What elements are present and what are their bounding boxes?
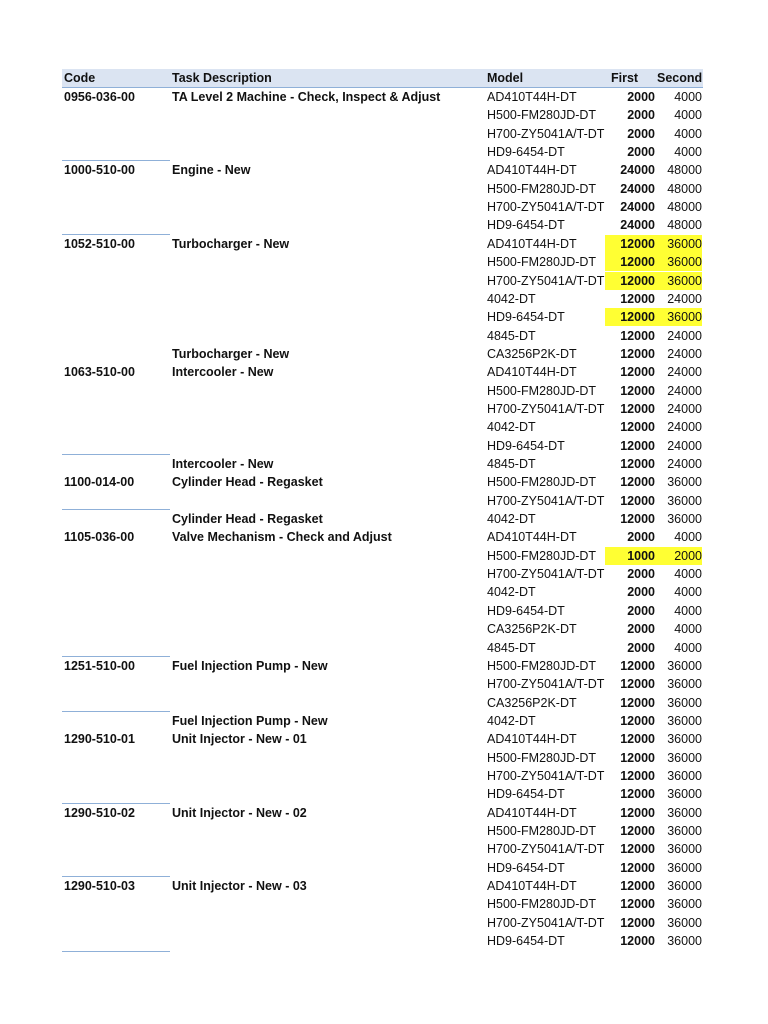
cell-model[interactable]: H500-FM280JD-DT bbox=[487, 659, 597, 673]
cell-second[interactable]: 4000 bbox=[674, 604, 702, 618]
cell-second[interactable]: 4000 bbox=[674, 90, 702, 104]
cell-model[interactable]: H700-ZY5041A/T-DT bbox=[487, 842, 605, 856]
cell-task[interactable]: Intercooler - New bbox=[172, 457, 274, 471]
cell-first[interactable]: 12000 bbox=[620, 439, 655, 453]
cell-first[interactable]: 2000 bbox=[627, 585, 655, 599]
cell-first[interactable]: 12000 bbox=[620, 365, 655, 379]
cell-model[interactable]: AD410T44H-DT bbox=[487, 732, 577, 746]
cell-task[interactable]: Intercooler - New bbox=[172, 365, 274, 379]
cell-second[interactable]: 24000 bbox=[667, 402, 702, 416]
cell-first[interactable]: 12000 bbox=[620, 732, 655, 746]
cell-model[interactable]: H700-ZY5041A/T-DT bbox=[487, 127, 605, 141]
cell-model[interactable]: CA3256P2K-DT bbox=[487, 347, 577, 361]
cell-second[interactable]: 48000 bbox=[667, 182, 702, 196]
cell-first[interactable]: 12000 bbox=[620, 420, 655, 434]
cell-task[interactable]: TA Level 2 Machine - Check, Inspect & Adjust bbox=[172, 90, 441, 104]
cell-first[interactable]: 12000 bbox=[605, 235, 655, 253]
cell-code[interactable]: 1290-510-01 bbox=[64, 732, 135, 746]
cell-second[interactable]: 36000 bbox=[667, 769, 702, 783]
group-separator bbox=[62, 711, 170, 712]
cell-first[interactable]: 12000 bbox=[620, 751, 655, 765]
cell-first[interactable]: 1000 bbox=[605, 547, 655, 565]
cell-second[interactable]: 4000 bbox=[674, 108, 702, 122]
cell-first[interactable]: 12000 bbox=[620, 824, 655, 838]
cell-model[interactable]: 4845-DT bbox=[487, 329, 536, 343]
header-second[interactable]: Second bbox=[657, 71, 703, 85]
cell-model[interactable]: H700-ZY5041A/T-DT bbox=[487, 677, 605, 691]
cell-model[interactable]: HD9-6454-DT bbox=[487, 218, 565, 232]
cell-second[interactable]: 2000 bbox=[655, 547, 702, 565]
header-first[interactable]: First bbox=[611, 71, 639, 85]
cell-second[interactable]: 36000 bbox=[667, 934, 702, 948]
cell-model[interactable]: H500-FM280JD-DT bbox=[487, 897, 597, 911]
cell-model[interactable]: H500-FM280JD-DT bbox=[487, 255, 597, 269]
cell-first[interactable]: 12000 bbox=[620, 475, 655, 489]
cell-first[interactable]: 12000 bbox=[620, 714, 655, 728]
cell-second[interactable]: 24000 bbox=[667, 457, 702, 471]
group-separator bbox=[62, 951, 170, 952]
cell-first[interactable]: 2000 bbox=[627, 127, 655, 141]
cell-model[interactable]: AD410T44H-DT bbox=[487, 365, 577, 379]
cell-model[interactable]: HD9-6454-DT bbox=[487, 310, 565, 324]
cell-code[interactable]: 1052-510-00 bbox=[64, 237, 135, 251]
cell-model[interactable]: H700-ZY5041A/T-DT bbox=[487, 916, 605, 930]
cell-second[interactable]: 4000 bbox=[674, 567, 702, 581]
cell-model[interactable]: H500-FM280JD-DT bbox=[487, 549, 597, 563]
cell-model[interactable]: 4042-DT bbox=[487, 585, 536, 599]
cell-first[interactable]: 2000 bbox=[627, 567, 655, 581]
cell-task[interactable]: Unit Injector - New - 02 bbox=[172, 806, 307, 820]
cell-task[interactable]: Unit Injector - New - 01 bbox=[172, 732, 307, 746]
cell-second[interactable]: 24000 bbox=[667, 329, 702, 343]
cell-second[interactable]: 4000 bbox=[674, 127, 702, 141]
cell-first[interactable]: 12000 bbox=[605, 308, 655, 326]
cell-first[interactable]: 12000 bbox=[620, 677, 655, 691]
cell-first[interactable]: 12000 bbox=[620, 806, 655, 820]
cell-task[interactable]: Cylinder Head - Regasket bbox=[172, 475, 323, 489]
cell-code[interactable]: 1063-510-00 bbox=[64, 365, 135, 379]
cell-second[interactable]: 48000 bbox=[667, 163, 702, 177]
cell-model[interactable]: AD410T44H-DT bbox=[487, 530, 577, 544]
cell-first[interactable]: 12000 bbox=[620, 696, 655, 710]
cell-second[interactable]: 24000 bbox=[667, 365, 702, 379]
cell-first[interactable]: 12000 bbox=[620, 879, 655, 893]
cell-first[interactable]: 2000 bbox=[627, 145, 655, 159]
cell-model[interactable]: HD9-6454-DT bbox=[487, 439, 565, 453]
cell-first[interactable]: 12000 bbox=[620, 402, 655, 416]
cell-model[interactable]: H700-ZY5041A/T-DT bbox=[487, 494, 605, 508]
cell-model[interactable]: H700-ZY5041A/T-DT bbox=[487, 402, 605, 416]
cell-first[interactable]: 12000 bbox=[620, 329, 655, 343]
cell-first[interactable]: 12000 bbox=[620, 347, 655, 361]
cell-task[interactable]: Turbocharger - New bbox=[172, 237, 290, 251]
cell-first[interactable]: 12000 bbox=[620, 769, 655, 783]
cell-second[interactable]: 4000 bbox=[674, 585, 702, 599]
cell-first[interactable]: 2000 bbox=[627, 641, 655, 655]
cell-model[interactable]: 4845-DT bbox=[487, 457, 536, 471]
cell-task[interactable]: Fuel Injection Pump - New bbox=[172, 659, 328, 673]
cell-model[interactable]: AD410T44H-DT bbox=[487, 163, 577, 177]
cell-model[interactable]: AD410T44H-DT bbox=[487, 90, 577, 104]
cell-task[interactable]: Valve Mechanism - Check and Adjust bbox=[172, 530, 392, 544]
cell-first[interactable]: 12000 bbox=[620, 916, 655, 930]
cell-second[interactable]: 36000 bbox=[667, 494, 702, 508]
cell-code[interactable]: 1251-510-00 bbox=[64, 659, 135, 673]
cell-second[interactable]: 4000 bbox=[674, 641, 702, 655]
cell-code[interactable]: 1105-036-00 bbox=[64, 530, 135, 544]
group-separator bbox=[62, 454, 170, 455]
cell-model[interactable]: H700-ZY5041A/T-DT bbox=[487, 274, 605, 288]
cell-model[interactable]: HD9-6454-DT bbox=[487, 787, 565, 801]
cell-first[interactable]: 12000 bbox=[605, 272, 655, 290]
cell-first[interactable]: 12000 bbox=[605, 253, 655, 271]
cell-first[interactable]: 2000 bbox=[627, 90, 655, 104]
cell-model[interactable]: H500-FM280JD-DT bbox=[487, 475, 597, 489]
cell-second[interactable]: 4000 bbox=[674, 530, 702, 544]
cell-model[interactable]: H700-ZY5041A/T-DT bbox=[487, 200, 605, 214]
cell-task[interactable]: Fuel Injection Pump - New bbox=[172, 714, 328, 728]
cell-first[interactable]: 24000 bbox=[620, 163, 655, 177]
cell-model[interactable]: CA3256P2K-DT bbox=[487, 622, 577, 636]
cell-first[interactable]: 12000 bbox=[620, 897, 655, 911]
cell-model[interactable]: H700-ZY5041A/T-DT bbox=[487, 567, 605, 581]
cell-second[interactable]: 4000 bbox=[674, 145, 702, 159]
cell-second[interactable]: 36000 bbox=[667, 696, 702, 710]
cell-model[interactable]: 4845-DT bbox=[487, 641, 536, 655]
cell-model[interactable]: CA3256P2K-DT bbox=[487, 696, 577, 710]
cell-first[interactable]: 24000 bbox=[620, 182, 655, 196]
cell-first[interactable]: 12000 bbox=[620, 842, 655, 856]
header-task[interactable]: Task Description bbox=[172, 71, 272, 85]
group-separator bbox=[62, 509, 170, 510]
cell-second[interactable]: 24000 bbox=[667, 420, 702, 434]
cell-second[interactable]: 48000 bbox=[667, 200, 702, 214]
cell-second[interactable]: 36000 bbox=[667, 475, 702, 489]
cell-model[interactable]: 4042-DT bbox=[487, 420, 536, 434]
cell-first[interactable]: 12000 bbox=[620, 494, 655, 508]
cell-second[interactable]: 36000 bbox=[667, 861, 702, 875]
cell-second[interactable]: 4000 bbox=[674, 622, 702, 636]
cell-second[interactable]: 36000 bbox=[667, 897, 702, 911]
cell-second[interactable]: 36000 bbox=[667, 677, 702, 691]
cell-second[interactable]: 48000 bbox=[667, 218, 702, 232]
cell-model[interactable]: H500-FM280JD-DT bbox=[487, 108, 597, 122]
cell-second[interactable]: 36000 bbox=[667, 751, 702, 765]
cell-code[interactable]: 0956-036-00 bbox=[64, 90, 135, 104]
cell-second[interactable]: 36000 bbox=[667, 714, 702, 728]
cell-model[interactable]: HD9-6454-DT bbox=[487, 861, 565, 875]
cell-second[interactable]: 36000 bbox=[655, 235, 702, 253]
header-row bbox=[62, 69, 703, 88]
cell-second[interactable]: 36000 bbox=[667, 824, 702, 838]
cell-second[interactable]: 36000 bbox=[655, 272, 702, 290]
cell-model[interactable]: HD9-6454-DT bbox=[487, 145, 565, 159]
cell-first[interactable]: 12000 bbox=[620, 787, 655, 801]
cell-second[interactable]: 36000 bbox=[667, 842, 702, 856]
cell-first[interactable]: 12000 bbox=[620, 659, 655, 673]
cell-model[interactable]: AD410T44H-DT bbox=[487, 806, 577, 820]
cell-first[interactable]: 12000 bbox=[620, 384, 655, 398]
cell-second[interactable]: 36000 bbox=[655, 308, 702, 326]
cell-code[interactable]: 1290-510-02 bbox=[64, 806, 135, 820]
cell-model[interactable]: AD410T44H-DT bbox=[487, 879, 577, 893]
cell-code[interactable]: 1100-014-00 bbox=[64, 475, 135, 489]
cell-first[interactable]: 24000 bbox=[620, 218, 655, 232]
cell-first[interactable]: 12000 bbox=[620, 934, 655, 948]
cell-second[interactable]: 36000 bbox=[667, 806, 702, 820]
cell-second[interactable]: 36000 bbox=[667, 732, 702, 746]
cell-second[interactable]: 36000 bbox=[667, 512, 702, 526]
cell-model[interactable]: AD410T44H-DT bbox=[487, 237, 577, 251]
header-model[interactable]: Model bbox=[487, 71, 524, 85]
cell-first[interactable]: 2000 bbox=[627, 622, 655, 636]
cell-code[interactable]: 1000-510-00 bbox=[64, 163, 135, 177]
cell-first[interactable]: 2000 bbox=[627, 108, 655, 122]
cell-second[interactable]: 24000 bbox=[667, 292, 702, 306]
cell-task[interactable]: Engine - New bbox=[172, 163, 251, 177]
cell-model[interactable]: 4042-DT bbox=[487, 512, 536, 526]
cell-model[interactable]: 4042-DT bbox=[487, 292, 536, 306]
cell-task[interactable]: Turbocharger - New bbox=[172, 347, 290, 361]
cell-second[interactable]: 36000 bbox=[667, 916, 702, 930]
header-code[interactable]: Code bbox=[64, 71, 96, 85]
cell-model[interactable]: H500-FM280JD-DT bbox=[487, 384, 597, 398]
cell-task[interactable]: Unit Injector - New - 03 bbox=[172, 879, 307, 893]
cell-second[interactable]: 24000 bbox=[667, 384, 702, 398]
cell-code[interactable]: 1290-510-03 bbox=[64, 879, 135, 893]
cell-second[interactable]: 24000 bbox=[667, 347, 702, 361]
cell-second[interactable]: 24000 bbox=[667, 439, 702, 453]
cell-model[interactable]: H500-FM280JD-DT bbox=[487, 751, 597, 765]
cell-first[interactable]: 12000 bbox=[620, 861, 655, 875]
cell-model[interactable]: H500-FM280JD-DT bbox=[487, 824, 597, 838]
cell-second[interactable]: 36000 bbox=[667, 787, 702, 801]
cell-model[interactable]: HD9-6454-DT bbox=[487, 934, 565, 948]
cell-first[interactable]: 2000 bbox=[627, 604, 655, 618]
cell-model[interactable]: HD9-6454-DT bbox=[487, 604, 565, 618]
cell-model[interactable]: H500-FM280JD-DT bbox=[487, 182, 597, 196]
cell-second[interactable]: 36000 bbox=[667, 659, 702, 673]
cell-first[interactable]: 24000 bbox=[620, 200, 655, 214]
cell-second[interactable]: 36000 bbox=[655, 253, 702, 271]
cell-first[interactable]: 2000 bbox=[627, 530, 655, 544]
cell-model[interactable]: 4042-DT bbox=[487, 714, 536, 728]
cell-second[interactable]: 36000 bbox=[667, 879, 702, 893]
cell-first[interactable]: 12000 bbox=[620, 457, 655, 471]
cell-model[interactable]: H700-ZY5041A/T-DT bbox=[487, 769, 605, 783]
cell-task[interactable]: Cylinder Head - Regasket bbox=[172, 512, 323, 526]
cell-first[interactable]: 12000 bbox=[620, 292, 655, 306]
cell-first[interactable]: 12000 bbox=[620, 512, 655, 526]
